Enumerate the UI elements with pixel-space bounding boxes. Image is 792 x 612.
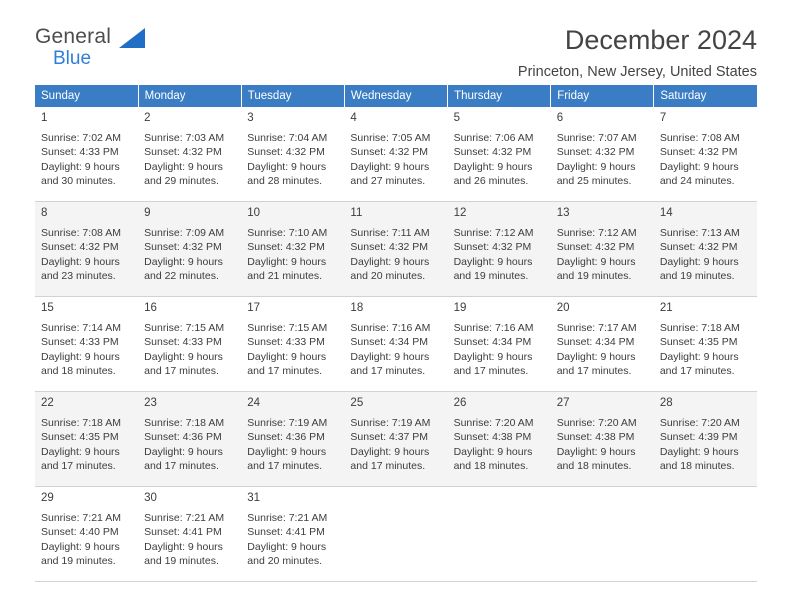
logo-secondary-text: Blue — [53, 48, 92, 69]
calendar-day-cell[interactable] — [448, 107, 551, 202]
sunrise-text: Sunrise: 7:12 AM — [453, 226, 534, 239]
daylight-text-line1: Daylight: 9 hours — [556, 445, 636, 458]
day-number: 20 — [556, 302, 570, 314]
calendar-day-cell[interactable] — [344, 297, 447, 392]
daylight-text-line2: and 18 minutes. — [556, 460, 632, 473]
sunset-text: Sunset: 4:32 PM — [556, 241, 635, 254]
sunset-text: Sunset: 4:32 PM — [41, 241, 119, 254]
sunrise-text: Sunrise: 7:06 AM — [453, 131, 534, 144]
daylight-text-line1: Daylight: 9 hours — [453, 160, 533, 173]
calendar-day-cell[interactable] — [448, 297, 551, 392]
daylight-text-line1: Daylight: 9 hours — [350, 350, 430, 363]
sunrise-text: Sunrise: 7:18 AM — [659, 321, 740, 334]
daylight-text-line1: Daylight: 9 hours — [659, 255, 739, 268]
weekday-header-friday: Friday — [551, 85, 654, 107]
daylight-text-line1: Daylight: 9 hours — [350, 160, 430, 173]
sunset-text: Sunset: 4:38 PM — [556, 431, 635, 444]
daylight-text-line2: and 25 minutes. — [556, 175, 632, 188]
day-number: 15 — [41, 302, 54, 314]
day-number: 30 — [144, 492, 157, 504]
day-number: 11 — [350, 207, 363, 219]
sunrise-text: Sunrise: 7:18 AM — [144, 416, 225, 429]
sunset-text: Sunset: 4:36 PM — [144, 431, 222, 444]
logo — [35, 26, 155, 74]
daylight-text-line2: and 17 minutes. — [144, 460, 219, 473]
sunrise-text: Sunrise: 7:11 AM — [350, 226, 430, 239]
sunset-text: Sunset: 4:37 PM — [350, 431, 429, 444]
daylight-text-line1: Daylight: 9 hours — [41, 160, 120, 173]
daylight-text-line2: and 18 minutes. — [659, 460, 735, 473]
sunrise-text: Sunrise: 7:05 AM — [350, 131, 431, 144]
sunset-text: Sunset: 4:41 PM — [247, 526, 325, 539]
logo-swoosh-icon — [119, 28, 145, 48]
day-number: 21 — [659, 302, 673, 314]
daylight-text-line1: Daylight: 9 hours — [247, 540, 327, 553]
sunset-text: Sunset: 4:35 PM — [41, 431, 119, 444]
daylight-text-line1: Daylight: 9 hours — [350, 445, 430, 458]
calendar-day-cell-empty — [654, 487, 757, 582]
weekday-header-thursday: Thursday — [448, 85, 551, 107]
daylight-text-line1: Daylight: 9 hours — [556, 350, 636, 363]
sunset-text: Sunset: 4:36 PM — [247, 431, 325, 444]
daylight-text-line1: Daylight: 9 hours — [144, 540, 223, 553]
page-header — [35, 0, 757, 81]
sunrise-text: Sunrise: 7:20 AM — [556, 416, 637, 429]
sunset-text: Sunset: 4:33 PM — [41, 146, 119, 159]
calendar-day-cell[interactable] — [344, 392, 447, 487]
day-number: 3 — [247, 112, 254, 124]
daylight-text-line1: Daylight: 9 hours — [41, 255, 120, 268]
sunset-text: Sunset: 4:32 PM — [350, 241, 429, 254]
day-number: 8 — [41, 207, 48, 219]
sunrise-text: Sunrise: 7:12 AM — [556, 226, 637, 239]
calendar-day-cell[interactable] — [344, 107, 447, 202]
sunrise-text: Sunrise: 7:14 AM — [41, 321, 121, 334]
daylight-text-line2: and 20 minutes. — [247, 555, 322, 568]
day-number: 29 — [41, 492, 54, 504]
calendar-day-cell[interactable] — [654, 107, 757, 202]
day-number: 6 — [556, 112, 564, 124]
daylight-text-line1: Daylight: 9 hours — [247, 160, 327, 173]
sunset-text: Sunset: 4:32 PM — [144, 241, 222, 254]
sunset-text: Sunset: 4:33 PM — [247, 336, 325, 349]
sunrise-text: Sunrise: 7:15 AM — [144, 321, 225, 334]
sunset-text: Sunset: 4:34 PM — [556, 336, 635, 349]
sunset-text: Sunset: 4:32 PM — [247, 241, 325, 254]
logo-primary-text: General — [35, 25, 112, 48]
sunrise-text: Sunrise: 7:16 AM — [453, 321, 534, 334]
daylight-text-line2: and 22 minutes. — [144, 270, 219, 283]
daylight-text-line1: Daylight: 9 hours — [41, 350, 120, 363]
day-number: 13 — [556, 207, 570, 219]
daylight-text-line1: Daylight: 9 hours — [659, 445, 739, 458]
sunrise-sunset-calendar — [35, 85, 757, 582]
daylight-text-line1: Daylight: 9 hours — [350, 255, 430, 268]
sunset-text: Sunset: 4:33 PM — [144, 336, 222, 349]
day-number: 25 — [350, 397, 364, 409]
daylight-text-line2: and 19 minutes. — [659, 270, 735, 283]
sunrise-text: Sunrise: 7:08 AM — [41, 226, 121, 239]
sunrise-text: Sunrise: 7:02 AM — [41, 131, 121, 144]
daylight-text-line1: Daylight: 9 hours — [453, 445, 533, 458]
sunrise-text: Sunrise: 7:09 AM — [144, 226, 225, 239]
day-number: 16 — [144, 302, 157, 314]
daylight-text-line2: and 17 minutes. — [453, 365, 529, 378]
calendar-day-cell[interactable] — [241, 487, 344, 582]
daylight-text-line1: Daylight: 9 hours — [659, 160, 739, 173]
calendar-week-row — [35, 392, 757, 487]
location-subtitle: Princeton, New Jersey, United States — [517, 64, 757, 81]
daylight-text-line1: Daylight: 9 hours — [453, 255, 533, 268]
sunrise-text: Sunrise: 7:03 AM — [144, 131, 225, 144]
daylight-text-line2: and 24 minutes. — [659, 175, 735, 188]
calendar-day-cell[interactable] — [654, 392, 757, 487]
calendar-day-cell[interactable] — [138, 297, 241, 392]
sunset-text: Sunset: 4:32 PM — [659, 241, 738, 254]
sunrise-text: Sunrise: 7:04 AM — [247, 131, 328, 144]
calendar-day-cell[interactable] — [35, 107, 138, 202]
calendar-day-cell[interactable] — [241, 202, 344, 297]
calendar-day-cell[interactable] — [35, 392, 138, 487]
daylight-text-line2: and 19 minutes. — [41, 555, 116, 568]
calendar-week-row — [35, 297, 757, 392]
sunset-text: Sunset: 4:39 PM — [659, 431, 738, 444]
daylight-text-line1: Daylight: 9 hours — [41, 445, 120, 458]
daylight-text-line2: and 26 minutes. — [453, 175, 529, 188]
day-number: 4 — [350, 112, 357, 124]
daylight-text-line2: and 19 minutes. — [556, 270, 632, 283]
sunrise-text: Sunrise: 7:19 AM — [350, 416, 431, 429]
sunset-text: Sunset: 4:40 PM — [41, 526, 119, 539]
calendar-day-cell-empty — [448, 487, 551, 582]
weekday-header-monday: Monday — [138, 85, 241, 107]
page-title: December 2024 — [564, 25, 757, 55]
sunrise-text: Sunrise: 7:07 AM — [556, 131, 637, 144]
day-number: 12 — [453, 207, 467, 219]
sunset-text: Sunset: 4:38 PM — [453, 431, 532, 444]
daylight-text-line2: and 19 minutes. — [144, 555, 219, 568]
sunrise-text: Sunrise: 7:20 AM — [659, 416, 740, 429]
day-number: 10 — [247, 207, 261, 219]
daylight-text-line1: Daylight: 9 hours — [556, 255, 636, 268]
weekday-header-tuesday: Tuesday — [241, 85, 344, 107]
sunrise-text: Sunrise: 7:20 AM — [453, 416, 534, 429]
daylight-text-line2: and 17 minutes. — [556, 365, 632, 378]
sunrise-text: Sunrise: 7:16 AM — [350, 321, 431, 334]
daylight-text-line2: and 29 minutes. — [144, 175, 219, 188]
calendar-day-cell[interactable] — [138, 107, 241, 202]
sunset-text: Sunset: 4:32 PM — [144, 146, 222, 159]
sunrise-text: Sunrise: 7:15 AM — [247, 321, 328, 334]
sunset-text: Sunset: 4:32 PM — [350, 146, 429, 159]
sunset-text: Sunset: 4:33 PM — [41, 336, 119, 349]
day-number: 9 — [144, 207, 151, 219]
day-number: 23 — [144, 397, 157, 409]
daylight-text-line1: Daylight: 9 hours — [247, 445, 327, 458]
daylight-text-line1: Daylight: 9 hours — [41, 540, 120, 553]
day-number: 28 — [659, 397, 673, 409]
sunset-text: Sunset: 4:34 PM — [350, 336, 429, 349]
daylight-text-line2: and 19 minutes. — [453, 270, 529, 283]
daylight-text-line2: and 17 minutes. — [144, 365, 219, 378]
weekday-header-saturday: Saturday — [654, 85, 757, 107]
sunset-text: Sunset: 4:32 PM — [556, 146, 635, 159]
day-number: 22 — [41, 397, 54, 409]
day-number: 5 — [453, 112, 460, 124]
daylight-text-line1: Daylight: 9 hours — [247, 350, 327, 363]
daylight-text-line2: and 27 minutes. — [350, 175, 426, 188]
daylight-text-line2: and 17 minutes. — [247, 460, 322, 473]
calendar-day-cell-empty — [344, 487, 447, 582]
daylight-text-line1: Daylight: 9 hours — [453, 350, 533, 363]
weekday-header-wednesday: Wednesday — [344, 85, 447, 107]
calendar-day-cell[interactable] — [35, 202, 138, 297]
sunrise-text: Sunrise: 7:21 AM — [247, 511, 328, 524]
calendar-day-cell[interactable] — [654, 297, 757, 392]
daylight-text-line1: Daylight: 9 hours — [144, 160, 223, 173]
sunrise-text: Sunrise: 7:08 AM — [659, 131, 740, 144]
calendar-day-cell[interactable] — [448, 202, 551, 297]
daylight-text-line2: and 17 minutes. — [350, 460, 426, 473]
day-number: 26 — [453, 397, 467, 409]
calendar-day-cell[interactable] — [241, 107, 344, 202]
sunset-text: Sunset: 4:32 PM — [453, 241, 532, 254]
sunrise-text: Sunrise: 7:18 AM — [41, 416, 121, 429]
daylight-text-line2: and 17 minutes. — [247, 365, 322, 378]
day-number: 27 — [556, 397, 570, 409]
sunrise-text: Sunrise: 7:17 AM — [556, 321, 637, 334]
sunrise-text: Sunrise: 7:19 AM — [247, 416, 328, 429]
daylight-text-line1: Daylight: 9 hours — [144, 255, 223, 268]
daylight-text-line1: Daylight: 9 hours — [556, 160, 636, 173]
calendar-week-row — [35, 202, 757, 297]
sunset-text: Sunset: 4:34 PM — [453, 336, 532, 349]
sunset-text: Sunset: 4:32 PM — [247, 146, 325, 159]
sunset-text: Sunset: 4:32 PM — [453, 146, 532, 159]
calendar-day-cell[interactable] — [138, 487, 241, 582]
sunset-text: Sunset: 4:35 PM — [659, 336, 738, 349]
title-block — [518, 26, 757, 80]
day-number: 31 — [247, 492, 261, 504]
sunrise-text: Sunrise: 7:21 AM — [144, 511, 225, 524]
daylight-text-line1: Daylight: 9 hours — [659, 350, 739, 363]
day-number: 14 — [659, 207, 673, 219]
calendar-day-cell[interactable] — [551, 107, 654, 202]
daylight-text-line2: and 17 minutes. — [350, 365, 426, 378]
weekday-header-sunday: Sunday — [35, 85, 138, 107]
day-number: 2 — [144, 112, 151, 124]
sunrise-text: Sunrise: 7:10 AM — [247, 226, 328, 239]
daylight-text-line2: and 17 minutes. — [41, 460, 116, 473]
calendar-day-cell[interactable] — [551, 202, 654, 297]
calendar-day-cell[interactable] — [35, 487, 138, 582]
calendar-day-cell[interactable] — [35, 297, 138, 392]
daylight-text-line2: and 20 minutes. — [350, 270, 426, 283]
calendar-day-cell[interactable] — [551, 392, 654, 487]
calendar-day-cell[interactable] — [138, 202, 241, 297]
calendar-day-cell[interactable] — [654, 202, 757, 297]
sunrise-text: Sunrise: 7:21 AM — [41, 511, 121, 524]
calendar-week-row — [35, 107, 757, 202]
day-number: 17 — [247, 302, 261, 314]
sunset-text: Sunset: 4:32 PM — [659, 146, 738, 159]
calendar-day-cell[interactable] — [344, 202, 447, 297]
calendar-day-cell[interactable] — [448, 392, 551, 487]
calendar-day-cell[interactable] — [241, 297, 344, 392]
day-number: 7 — [659, 112, 667, 124]
calendar-day-cell[interactable] — [241, 392, 344, 487]
day-number: 1 — [41, 112, 48, 124]
daylight-text-line2: and 21 minutes. — [247, 270, 322, 283]
calendar-day-cell[interactable] — [138, 392, 241, 487]
daylight-text-line1: Daylight: 9 hours — [247, 255, 327, 268]
day-number: 24 — [247, 397, 261, 409]
daylight-text-line2: and 17 minutes. — [659, 365, 735, 378]
sunset-text: Sunset: 4:41 PM — [144, 526, 222, 539]
weekday-header-row — [35, 85, 757, 107]
day-number: 19 — [453, 302, 467, 314]
calendar-day-cell[interactable] — [551, 297, 654, 392]
daylight-text-line2: and 30 minutes. — [41, 175, 116, 188]
calendar-day-cell-empty — [551, 487, 654, 582]
daylight-text-line2: and 23 minutes. — [41, 270, 116, 283]
daylight-text-line2: and 18 minutes. — [453, 460, 529, 473]
daylight-text-line2: and 18 minutes. — [41, 365, 116, 378]
sunrise-text: Sunrise: 7:13 AM — [659, 226, 740, 239]
daylight-text-line1: Daylight: 9 hours — [144, 445, 223, 458]
calendar-week-row — [35, 487, 757, 582]
daylight-text-line1: Daylight: 9 hours — [144, 350, 223, 363]
daylight-text-line2: and 28 minutes. — [247, 175, 322, 188]
day-number: 18 — [350, 302, 364, 314]
